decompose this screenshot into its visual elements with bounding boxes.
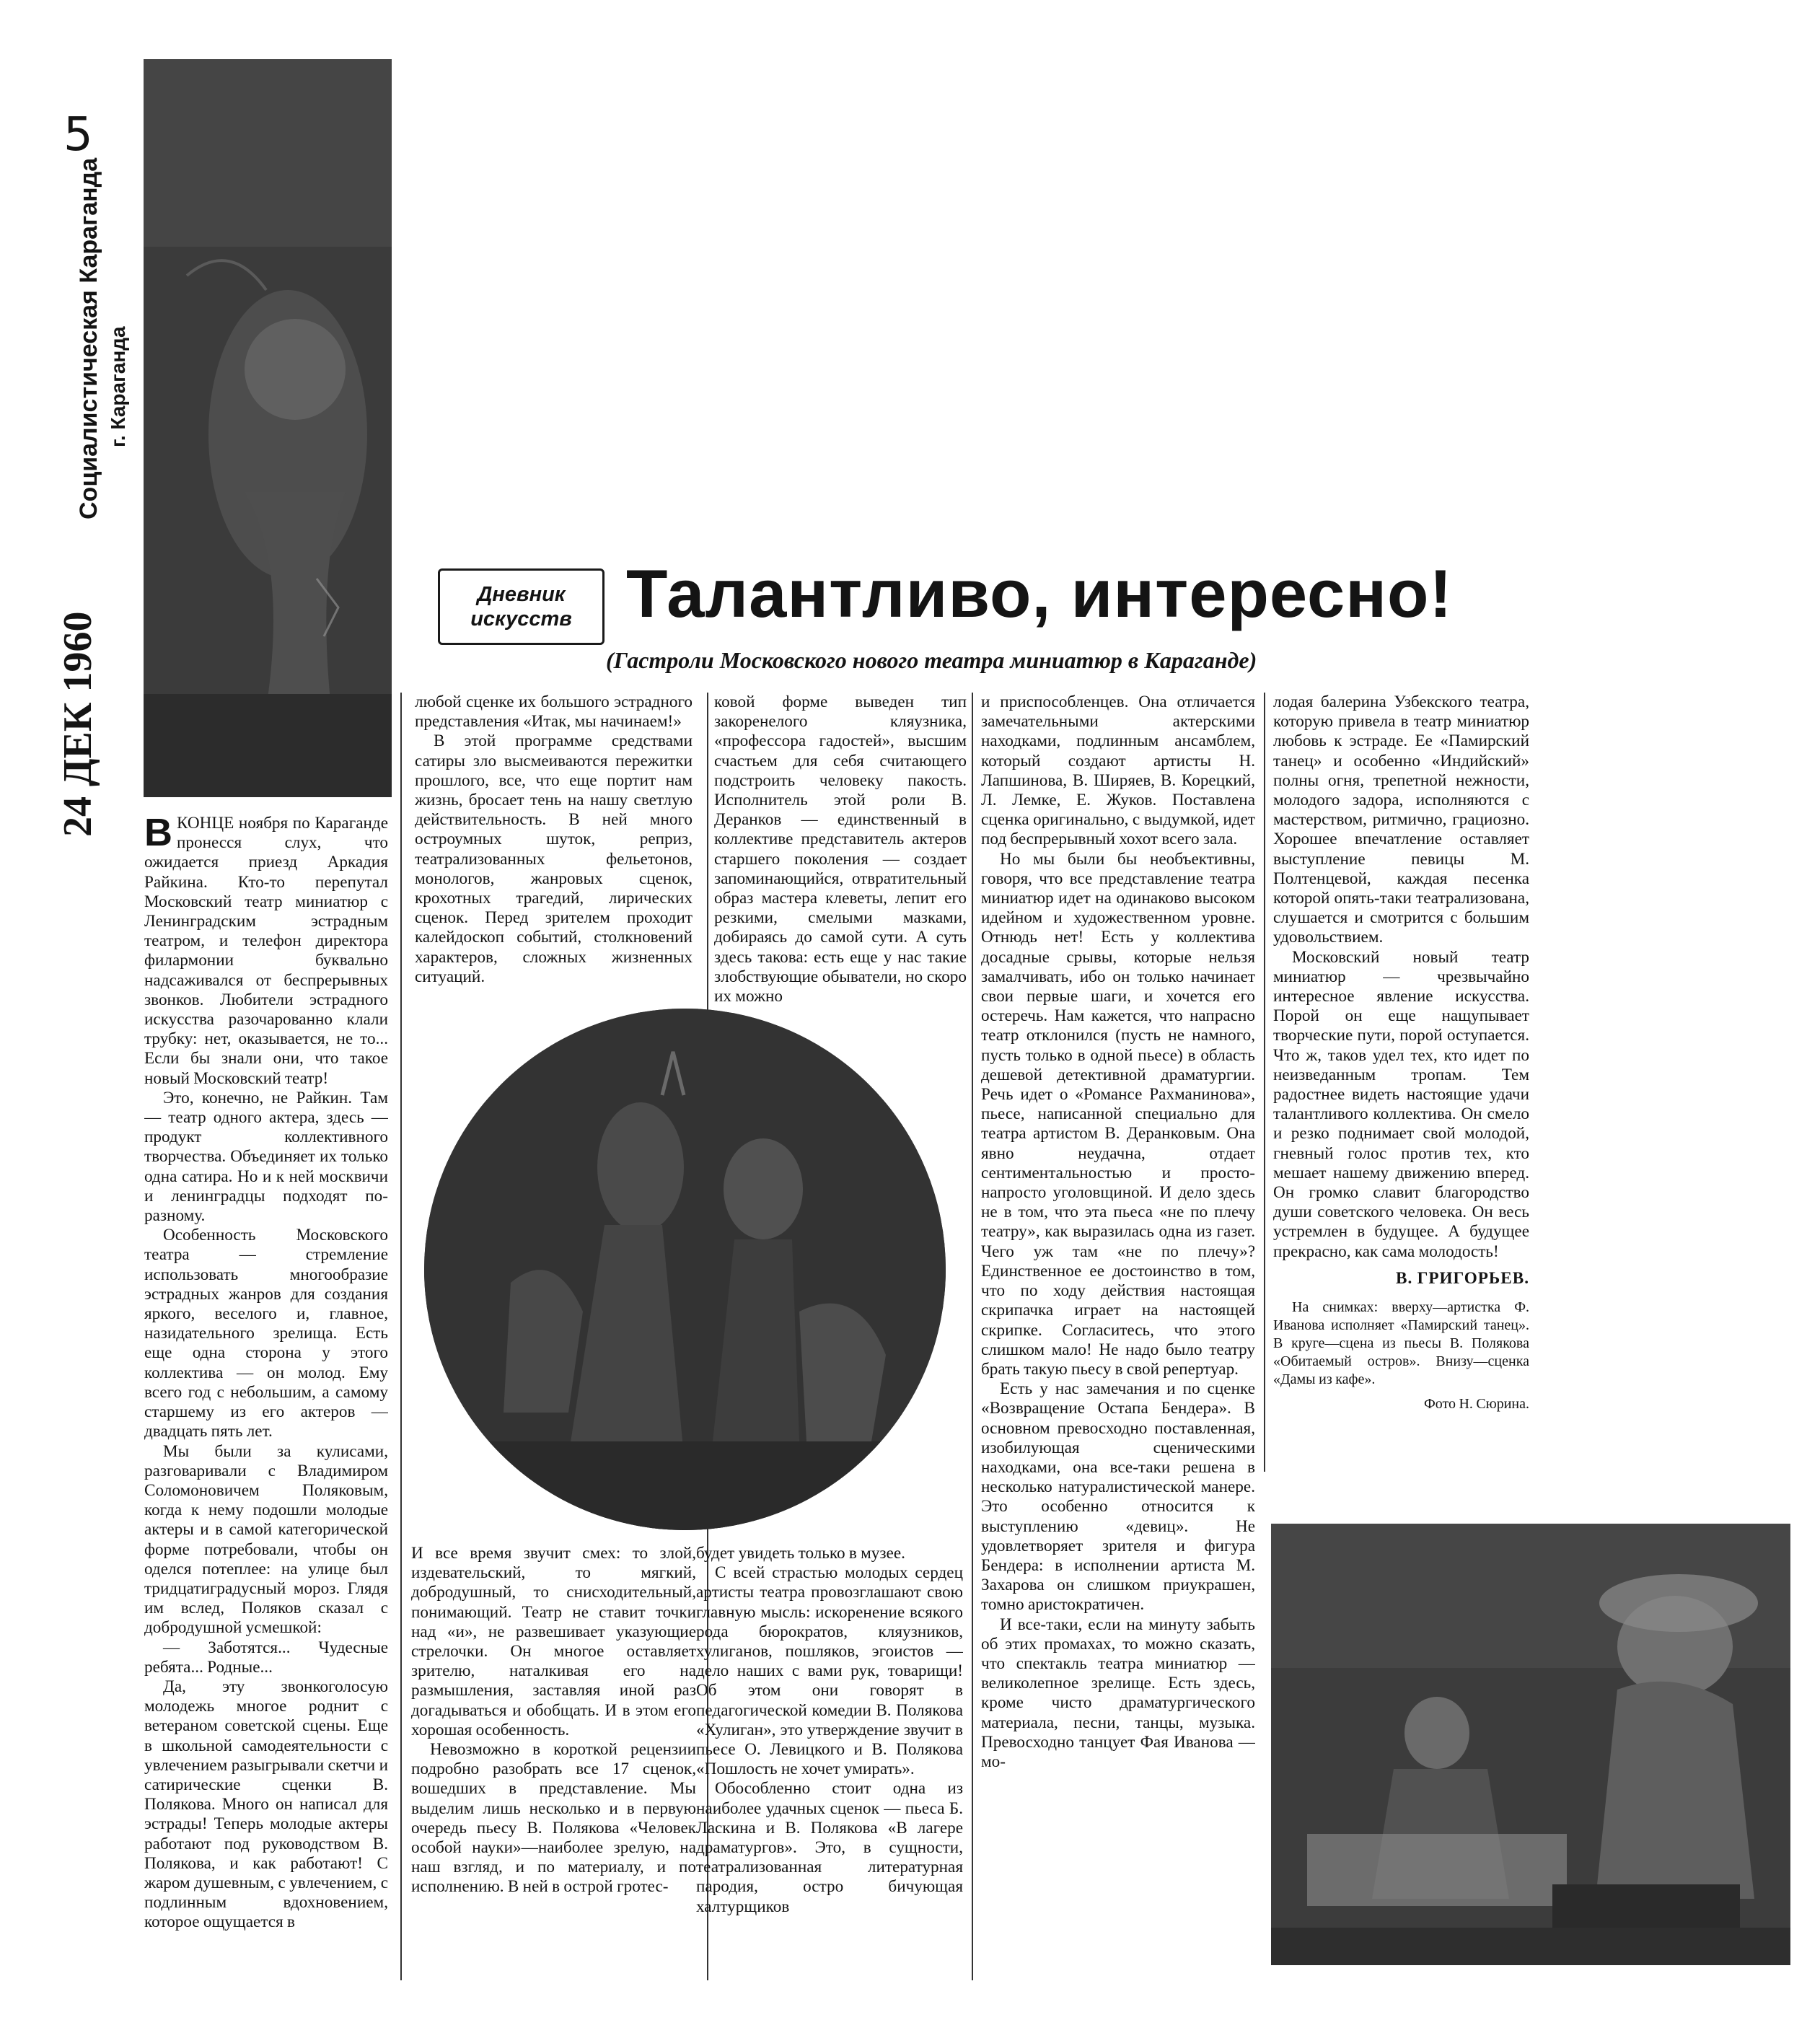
paragraph: Есть у нас замечания и по сценке «Возвращение Остапа Бендера». В основном превосходно поставленная, изобилующая сценическими находками, она все-таки решена в несколько натуралистической манере. Это особенно относится к выступлению «девиц». Не удовлетворяет зрителя и фигура Бендера: в исполнении артиста М. Захарова он слишком приукрашен, томно аристократичен. — [981, 1379, 1255, 1615]
paragraph: лодая балерина Узбекского театра, которую привела в театр миниатюр любовь к эстраде. Ее «Памирский танец» и особенно «Индийский» полны огня, трепетной нежности, молодого задора, исполняются с мастерством, ритмично, грациозно. Хорошее впечатление оставляет выступление певицы М. Полтенцевой, каждая песенка которой опять-таки театрализована, слушается и смотрится с большим удовольствием. — [1273, 693, 1529, 947]
rubric-line-2: искусств — [470, 607, 572, 631]
paragraph: В этой программе средствами сатиры зло высмеиваются пережитки прошлого, все, что еще портит нам жизнь, бросает тень на нашу светлую действительность. В ней много остроумных шуток, реприз, театрализованных фельетонов, монологов, жанровых сценок, крохотных трагедий, лирических сценок. Перед зрителем проходит калейдоскоп событий, столкновений характеров, сложных жизненных ситуаций. — [415, 732, 693, 986]
clipping-date: 24 ДЕК 1960 — [56, 611, 100, 837]
column-rule — [400, 693, 402, 1980]
page-number-mark: 5 — [63, 108, 93, 162]
photo-dancer — [144, 59, 392, 797]
paragraph — [144, 814, 388, 1089]
paragraph-text: КОНЦЕ ноября по Караганде пронесся слух, что ожидается приезд Аркадия Райкина. Кто-то перепутал Московский театр миниатюр с Ленинградским эстрадным театром, и телефон директора филармонии буквально надсаживался от беспрерывных звонков. Любители эстрадного искусства разочарованно клали трубку: нет, оказывается, не то... Если бы знали они, что такое новый Московский театр! — [144, 814, 388, 1088]
paragraph: — Заботятся... Чудесные ребята... Родные... — [144, 1638, 388, 1677]
newspaper-city: г. Караганда — [107, 326, 129, 447]
paragraph: Обособленно стоит одна из наиболее удачных сценок — пьеса Б. Ласкина и В. Полякова «В лагере драматургов». Это, в сущности, театрализованная литературная пародия, остро бичующая халтурщиков — [696, 1779, 963, 1916]
paragraph: любой сценке их большого эстрадного представления «Итак, мы начинаем!» — [415, 693, 693, 732]
paragraph: будет увидеть только в музее. — [696, 1544, 905, 1563]
article-column-5 — [1273, 693, 1529, 1504]
paragraph: Да, эту звонкоголосую молодежь многое роднит с ветераном советской сцены. Еще в школьной самодеятельности с увлечением разыгрывали скетчи и сатирические сценки В. Полякова. Много он написал для эстрады! Теперь молодые актеры работают под руководством В. Полякова, и как работают! С жаром душевным, с увлечением, с подлинным вдохновением, которое ощущается в — [144, 1677, 388, 1932]
column-rule — [972, 693, 973, 1980]
paragraph: Особенность Московского театра — стремление использовать многообразие эстрадных жанров для создания яркого, веселого и, главное, назидательного зрелища. Есть еще одна сторона у этого коллектива — он молод. Ему всего год с небольшим, а самому старшему из его актеров — двадцать пять лет. — [144, 1226, 388, 1441]
paragraph: И все время звучит смех: то злой, издевательский, то мягкий, добродушный, то снисходительный, понимающий. Театр не ставит точки над «и», не развешивает указующие стрелочки. Он многое оставляет зрителю, наталкивая его на размышления, заставляя иной раз догадываться и обобщать. И в этом его хорошая особенность. — [411, 1544, 696, 1739]
paragraph: Невозможно в короткой рецензии подробно разобрать все 17 сценок, вошедших в представление. Мы выделим лишь несколько и в первую очередь пьесу В. Полякова «Человек особой науки»—наиболее зрелую, на наш взгляд, и по материалу, и по исполнению. В ней в острой гротес- — [411, 1740, 696, 1897]
paragraph: Мы были за кулисами, разговаривали с Владимиром Соломоновичем Поляковым, когда к нему подошли молодые актеры и в самой категорической форме потребовали, чтобы он оделся потеплее: на улице был тридцатиградусный мороз. Глядя им вслед, Поляков сказал с добродушной усмешкой: — [144, 1441, 388, 1638]
photo-caption: На снимках: вверху—артистка Ф. Иванова исполняет «Памирский танец». В круге—сцена из пьесы В. Полякова «Обитаемый остров». Внизу—сценка «Дамы из кафе». — [1273, 1299, 1529, 1388]
paragraph: Но мы были бы необъективны, говоря, что все представление театра миниатюр идет на одинаково высоком идейном и художественном уровне. Отнюдь нет! Есть у коллектива досадные срывы, которые нельзя замалчивать, ибо он только начинает свои первые шаги, и хочется его остеречь. Нам кажется, что напрасно театр отклонился (пусть не намного, пусть только в одной пьесе) в область дешевой детективной драматургии. Речь идет о «Романсе Рахманинова», пьесе, написанной специально для театра артистом В. Деранковым. Она явно неудачна, отдает сентиментальностью и просто-напросто уголовщиной. И дело здесь не в том, что эта пьеса «не по плечу театру», как выразилась одна из газет. Чего уж там «не по плечу»? Единственное ее достоинство в том, что по ходу действия настоящая скрипачка играет на настоящей скрипке. Согласитесь, что этого слишком мало! Не надо было театру брать такую пьесу в свой репертуар. — [981, 849, 1255, 1379]
paragraph: И все-таки, если на минуту забыть об этих промахах, то можно сказать, что спектакль театра миниатюр — великолепное зрелище. Есть здесь, кроме чисто драматургического материала, песни, танцы, музыка. Превосходно танцует Фая Иванова — мо- — [981, 1615, 1255, 1771]
article-column-3-bottom — [696, 1544, 963, 1984]
article-column-2-top — [415, 693, 693, 1010]
paragraph: Это, конечно, не Райкин. Там — театр одного актера, здесь — продукт коллективного творчества. Объединяет их только одна сатира. Но и к ней москвичи и ленинградцы подходят по-разному. — [144, 1088, 388, 1226]
newspaper-name: Социалистическая Караганда — [75, 157, 102, 519]
column-rule — [1264, 693, 1265, 1472]
paragraph: С всей страстью молодых сердец артисты театра провозглашают свою главную мысль: искоренение всякого рода бюрократов, кляузников, хулиганов, пошляков, эгоистов —дело наших с вами рук, товарищи! Об этом они говорят в педагогической комедии В. Полякова «Хулиган», это утверждение звучит в пьесе О. Левицкого и В. Полякова «Пошлость не хочет умирать». — [696, 1563, 963, 1779]
subheadline: (Гастроли Московского нового театра миниатюр в Караганде) — [606, 647, 1257, 673]
dropcap: В — [144, 814, 172, 854]
rubric-box — [438, 568, 605, 645]
article-column-3-top — [714, 693, 967, 1010]
article-column-1 — [144, 814, 388, 1984]
article-column-2-bottom — [411, 1544, 696, 1984]
paragraph: ковой форме выведен тип закоренелого кляузника, «профессора гадостей», высшим счастьем для себя считающего подстроить человеку пакость. Исполнитель этой роли В. Деранков — единственный в коллективе представитель актеров старшего поколения — создает запоминающийся, отвратительный образ мастера клеветы, лепит его резкими, смелыми мазками, добираясь до самой сути. А суть здесь такова: есть еще у нас такие злобствующие обыватели, но скоро их можно — [714, 693, 967, 1006]
headline: Талантливо, интересно! — [626, 556, 1453, 631]
paragraph: Московский новый театр миниатюр — чрезвычайно интересное явление искусства. Порой он еще нащупывает творческие пути, порой оступается. Что ж, таков удел тех, кто идет по неизведанным тропам. Тем радостнее видеть настоящие удачи талантливого коллектива. Он смело и резко поднимает свой молодой, гневный голос против тех, кто мешает нашему движению вперед. Он громко славит благородство души советского человека. Он весь устремлен в будущее. А будущее прекрасно, как сама молодость! — [1273, 947, 1529, 1261]
photo-credit: Фото Н. Сюрина. — [1423, 1396, 1529, 1413]
paragraph: и приспособленцев. Она отличается замечательными актерскими находками, подлинным ансамблем, который создают артисты Н. Лапшинова, В. Ширяев, В. Корецкий, Л. Лемке, Е. Жуков. Поставлена сценка оригинально, с выдумкой, идет под беспрерывный хохот всего зала. — [981, 693, 1255, 849]
rubric-line-1: Дневник — [477, 583, 566, 606]
author-signature: В. ГРИГОРЬЕВ. — [1396, 1268, 1529, 1288]
photo-cafe-ladies — [1271, 1524, 1790, 1965]
article-column-4 — [981, 693, 1255, 1984]
photo-medallion-scene — [424, 1009, 946, 1530]
